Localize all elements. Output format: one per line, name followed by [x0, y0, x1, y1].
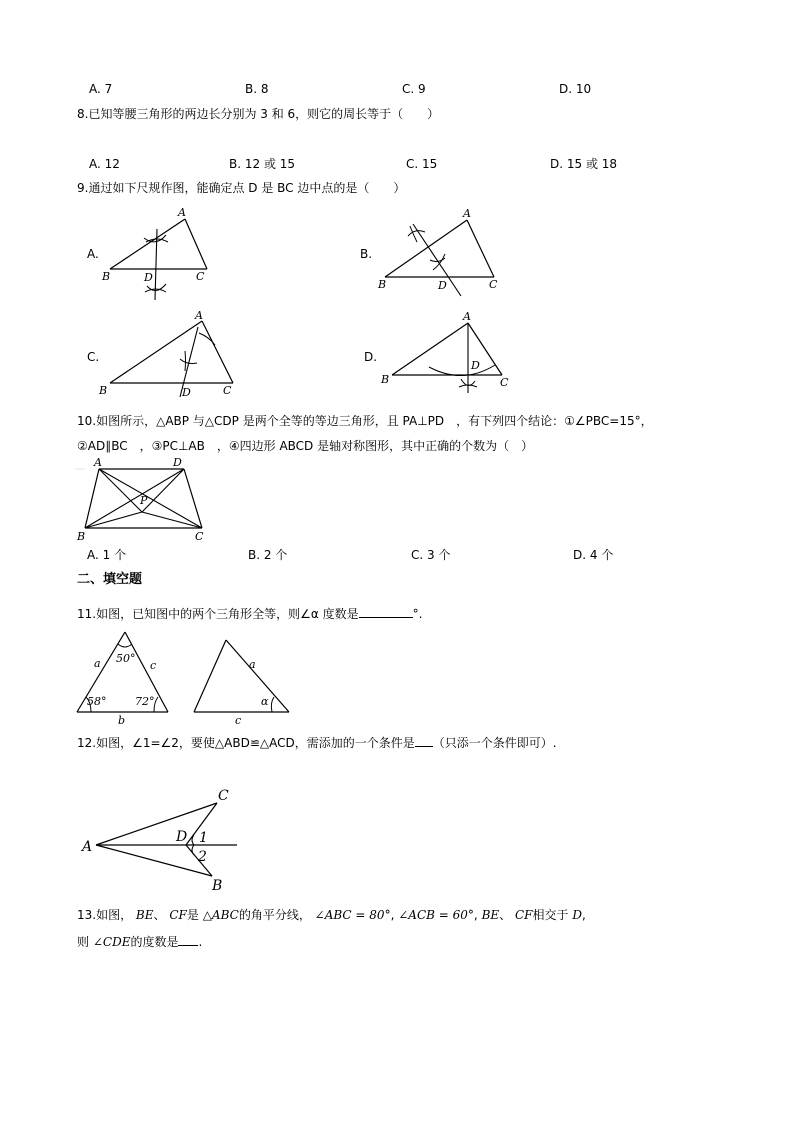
q11-answer-blank	[359, 606, 413, 618]
q7-option-c: C. 9	[402, 82, 426, 96]
q12-angle-1: 1	[199, 830, 208, 846]
q9a-point-a: A	[178, 206, 186, 219]
q8-stem: 8.已知等腰三角形的两边长分别为 3 和 6，则它的周长等于（ ）	[77, 107, 440, 121]
section-title-fill-blank: 二、填空题	[77, 572, 143, 587]
q9-figure-b	[375, 200, 505, 300]
q7-option-b: B. 8	[245, 82, 269, 96]
q9c-point-d: D	[182, 386, 191, 399]
q11-side-a: a	[94, 657, 101, 670]
q8-option-d: D. 15 或 18	[550, 157, 618, 171]
q9-figure-d	[375, 305, 520, 405]
q11-suffix: °.	[412, 607, 423, 621]
q10-option-d: D. 4 个	[573, 548, 614, 562]
q13-part-9: ∠ACB = 60°	[398, 908, 474, 922]
q13-part-6: 的角平分线，	[238, 908, 311, 922]
q13-part-5: △ABC	[202, 908, 239, 922]
q12-figure	[78, 783, 243, 895]
q11-fig2-side-a: a	[249, 658, 256, 671]
q8-option-b: B. 12 或 15	[229, 157, 296, 171]
q10-option-a: A. 1 个	[87, 548, 127, 562]
q9c-point-a: A	[195, 309, 203, 322]
q10-option-c: C. 3 个	[411, 548, 451, 562]
q9-option-d-label: D.	[364, 350, 378, 364]
q13-part-4: 是	[186, 908, 199, 922]
q13-part-10: ,	[473, 908, 478, 922]
q12-point-a: A	[82, 839, 93, 855]
q13-part-16: ,	[581, 908, 586, 922]
q11-stem-line	[77, 606, 422, 621]
q12-angle-2: 2	[198, 849, 207, 865]
q11-figure-1	[72, 625, 172, 725]
q13-part-15: D	[572, 908, 582, 922]
q9a-point-c: C	[196, 270, 205, 283]
q9b-point-b: B	[378, 278, 387, 291]
q13-line2-suffix: 的度数是	[130, 935, 179, 949]
q12-stem-line	[77, 735, 557, 750]
q13-part-12: 、	[499, 908, 512, 922]
q11-fig2-alpha: α	[261, 695, 269, 708]
q9d-point-d: D	[471, 359, 480, 372]
q7-option-d: D. 10	[559, 82, 592, 96]
q11-figure-2	[188, 635, 298, 725]
q13-line2-end: .	[198, 935, 203, 949]
q10-point-b: B	[77, 530, 86, 543]
q9d-point-c: C	[500, 376, 509, 389]
q13-part-1: BE	[135, 908, 154, 922]
q12-suffix: （只添一个条件即可）.	[432, 736, 557, 750]
q11-angle-58: 58°	[87, 695, 107, 708]
q13-part-14: 相交于	[532, 908, 569, 922]
q13-part-7: ∠ABC = 80°	[314, 908, 391, 922]
q9-figure-a	[100, 200, 215, 305]
q10-point-a: A	[94, 456, 102, 469]
q13-line2-angle: ∠CDE	[92, 935, 131, 949]
q10-figure	[75, 455, 210, 545]
q12-point-c: C	[218, 788, 229, 804]
q10-line2: ②AD∥BC ，③PC⊥AB ，④四边形 ABCD 是轴对称图形，其中正确的个数为（ ）	[77, 439, 534, 453]
q9d-point-b: B	[381, 373, 390, 386]
q13-part-3: CF	[169, 908, 187, 922]
q13-part-13: CF	[515, 908, 533, 922]
q13-part-8: ,	[390, 908, 395, 922]
q11-angle-72: 72°	[135, 695, 155, 708]
q12-stem: 12.如图，∠1=∠2，要使△ABD≌△ACD，需添加的一个条件是	[77, 736, 415, 750]
q11-side-c: c	[150, 659, 157, 672]
q9b-point-a: A	[463, 207, 471, 220]
q9d-point-a: A	[463, 310, 471, 323]
q9c-point-c: C	[223, 384, 232, 397]
q9-stem: 9.通过如下尺规作图，能确定点 D 是 BC 边中点的是（ ）	[77, 181, 406, 195]
q9b-point-d: D	[438, 279, 447, 292]
q9-option-a-label: A.	[87, 247, 99, 261]
q11-stem: 11.如图，已知图中的两个三角形全等，则∠α 度数是	[77, 607, 359, 621]
q10-point-d: D	[173, 456, 182, 469]
q12-answer-blank	[415, 735, 433, 747]
q10-line1: 10.如图所示，△ABP 与△CDP 是两个全等的等边三角形，且 PA⊥PD ，有下列四个结论：①∠PBC=15°，	[77, 414, 653, 428]
q8-option-a: A. 12	[89, 157, 120, 171]
q7-option-a: A. 7	[89, 82, 113, 96]
q9c-point-b: B	[99, 384, 108, 397]
q13-part-2: 、	[153, 908, 166, 922]
q13-line1	[77, 908, 586, 922]
q13-line2	[77, 934, 202, 949]
q12-point-b: B	[212, 878, 223, 894]
q12-point-d: D	[176, 829, 188, 845]
q8-option-c: C. 15	[406, 157, 438, 171]
q11-fig2-side-c: c	[235, 714, 242, 725]
q11-side-b: b	[118, 714, 126, 725]
q11-angle-50: 50°	[116, 652, 136, 665]
q13-line2-prefix: 则	[77, 935, 90, 949]
q13-part-0: 13.如图，	[77, 908, 133, 922]
q10-point-c: C	[195, 530, 204, 543]
q9-figure-c	[95, 305, 245, 405]
q9b-point-c: C	[489, 278, 498, 291]
q9-option-b-label: B.	[360, 247, 373, 261]
q13-answer-blank	[178, 934, 198, 946]
q9a-point-b: B	[102, 270, 111, 283]
q9a-point-d: D	[144, 271, 153, 284]
q13-part-11: BE	[481, 908, 500, 922]
q9-option-c-label: C.	[87, 350, 100, 364]
q10-point-p: P	[140, 494, 148, 507]
q10-option-b: B. 2 个	[248, 548, 288, 562]
